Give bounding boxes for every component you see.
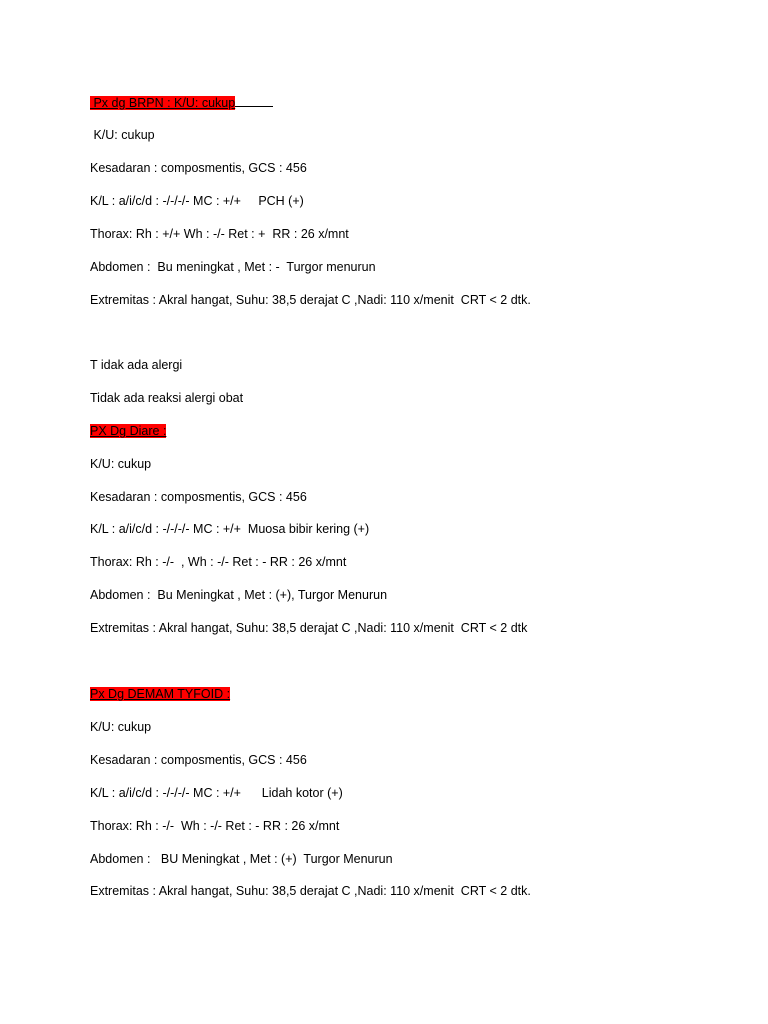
- text-line: Thorax: Rh : -/- Wh : -/- Ret : - RR : 26 x/mnt: [90, 819, 340, 833]
- text-line: Kesadaran : composmentis, GCS : 456: [90, 161, 307, 175]
- heading-underline-trail: [235, 94, 273, 107]
- text-line: Extremitas : Akral hangat, Suhu: 38,5 derajat C ,Nadi: 110 x/menit CRT < 2 dtk: [90, 621, 528, 635]
- section-heading-diare: [90, 423, 166, 439]
- text-line: Abdomen : Bu Meningkat , Met : (+), Turgor Menurun: [90, 588, 388, 602]
- highlighted-heading: Px dg BRPN : K/U: cukup: [90, 96, 236, 110]
- text-line: K/U: cukup: [90, 457, 152, 471]
- text-line: Kesadaran : composmentis, GCS : 456: [90, 753, 307, 767]
- text-line: Thorax: Rh : -/- , Wh : -/- Ret : - RR : 26 x/mnt: [90, 555, 347, 569]
- text-line: K/L : a/i/c/d : -/-/-/- MC : +/+ Lidah kotor (+): [90, 786, 343, 800]
- text-line: Extremitas : Akral hangat, Suhu: 38,5 derajat C ,Nadi: 110 x/menit CRT < 2 dtk.: [90, 884, 531, 898]
- note-line: Tidak ada reaksi alergi obat: [90, 391, 244, 405]
- text-line: Thorax: Rh : +/+ Wh : -/- Ret : + RR : 26 x/mnt: [90, 227, 349, 241]
- section-heading-demam-tyfoid: [90, 686, 230, 702]
- section-heading-brpn: [90, 94, 273, 111]
- text-line: Extremitas : Akral hangat, Suhu: 38,5 derajat C ,Nadi: 110 x/menit CRT < 2 dtk.: [90, 293, 531, 307]
- text-line: K/U: cukup: [90, 128, 155, 142]
- note-line: T idak ada alergi: [90, 358, 183, 372]
- text-line: K/L : a/i/c/d : -/-/-/- MC : +/+ Muosa bibir kering (+): [90, 522, 370, 536]
- highlighted-heading: Px Dg DEMAM TYFOID :: [90, 687, 231, 701]
- text-line: K/L : a/i/c/d : -/-/-/- MC : +/+ PCH (+): [90, 194, 304, 208]
- text-line: Abdomen : BU Meningkat , Met : (+) Turgor Menurun: [90, 852, 393, 866]
- text-line: Kesadaran : composmentis, GCS : 456: [90, 490, 307, 504]
- highlighted-heading: PX Dg Diare :: [90, 424, 167, 438]
- text-line: K/U: cukup: [90, 720, 152, 734]
- text-line: Abdomen : Bu meningkat , Met : - Turgor menurun: [90, 260, 376, 274]
